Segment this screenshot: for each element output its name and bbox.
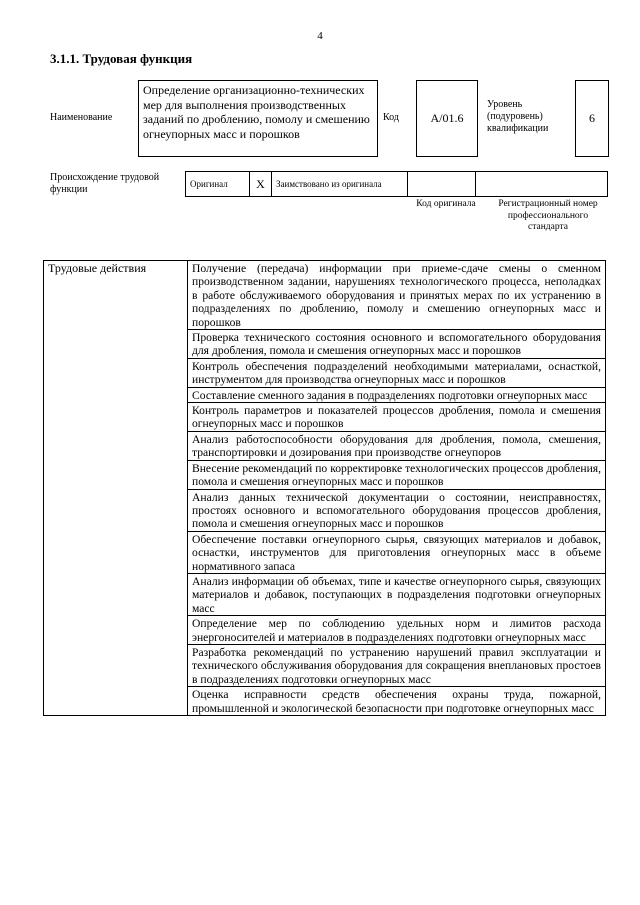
- code-original-cell: [408, 172, 476, 197]
- level-box: [575, 80, 609, 157]
- code-label: Код: [383, 112, 399, 123]
- reg-number-cell: [476, 172, 608, 197]
- labor-action-item: Оценка исправности средств обеспечения охраны труда, пожарной, промышленной и экологической безопасности при подготовке огнеупорных масс: [188, 687, 606, 716]
- level-label: Уровень (подуровень) квалификации: [487, 99, 549, 134]
- borrowed-label: Заимствовано из оригинала: [272, 172, 408, 197]
- labor-action-item: Внесение рекомендаций по корректировке технологических процессов дробления, помола и смешения огнеупорных масс и порошков: [188, 460, 606, 489]
- labor-action-item: Анализ работоспособности оборудования для дробления, помола, смешения, транспортировки и дозирования при производстве огнеупоров: [188, 431, 606, 460]
- origin-label: Происхождение трудовой функции: [50, 172, 160, 195]
- labor-action-item: Обеспечение поставки огнеупорного сырья, связующих материалов и добавок, оснастки, инструментов для приготовления огнеупорных масс в объеме нормативного запаса: [188, 531, 606, 573]
- original-label: Оригинал: [186, 172, 250, 197]
- labor-action-item: Определение мер по соблюдению удельных норм и лимитов расхода энергоносителей и материалов в подразделениях подготовки огнеупорных масс: [188, 616, 606, 645]
- labor-action-item: Проверка технического состояния основного и вспомогательного оборудования для дробления, помола и смешения огнеупорных масс и порошков: [188, 330, 606, 359]
- function-name-box: [138, 80, 378, 157]
- labor-action-item: Контроль параметров и показателей процессов дробления, помола и смешения огнеупорных масс и порошков: [188, 403, 606, 432]
- labor-action-item: Составление сменного задания в подразделениях подготовки огнеупорных масс: [188, 387, 606, 402]
- section-title: 3.1.1. Трудовая функция: [50, 51, 193, 66]
- function-name-value: Определение организационно-технических мер для выполнения производственных заданий по дроблению, помолу и смешению огнеупорных масс и порошков: [143, 83, 370, 141]
- labor-actions-table: [43, 260, 606, 716]
- page-number: 4: [317, 30, 323, 42]
- labor-action-item: Разработка рекомендаций по устранению нарушений правил эксплуатации и технического обслуживания оборудования для сокращения внеплановых простоев в подразделениях подготовки огнеупорных масс: [188, 644, 606, 686]
- level-value: 6: [589, 111, 595, 125]
- code-value: А/01.6: [430, 111, 464, 125]
- labor-actions-header: Трудовые действия: [44, 261, 188, 716]
- code-box: [416, 80, 478, 157]
- labor-action-item: Получение (передача) информации при приеме-сдаче смены о сменном производственном задании, нарушениях технологического процесса, неполадках в работе обслуживаемого оборудования и принятых мерах по их устранению в подразделениях по дроблению, помолу и смешению огнеупорных масс и порошков: [188, 261, 606, 330]
- code-original-label: Код оригинала: [416, 199, 476, 209]
- original-mark: X: [250, 172, 272, 197]
- name-label: Наименование: [50, 112, 113, 123]
- labor-action-item: Анализ данных технической документации о состоянии, неисправностях, простоях основного и вспомогательного оборудования процессов дробления, помола и смешения огнеупорных масс и порошков: [188, 489, 606, 531]
- reg-number-label: Регистрационный номер профессионального стандарта: [498, 199, 598, 232]
- labor-action-item: Контроль обеспечения подразделений необходимыми материалами, оснасткой, инструментом для производства огнеупорных масс и порошков: [188, 358, 606, 387]
- labor-action-item: Анализ информации об объемах, типе и качестве огнеупорного сырья, связующих материалов и добавок, поступающих в подразделения подготовки огнеупорных масс: [188, 573, 606, 615]
- origin-table: [185, 171, 608, 197]
